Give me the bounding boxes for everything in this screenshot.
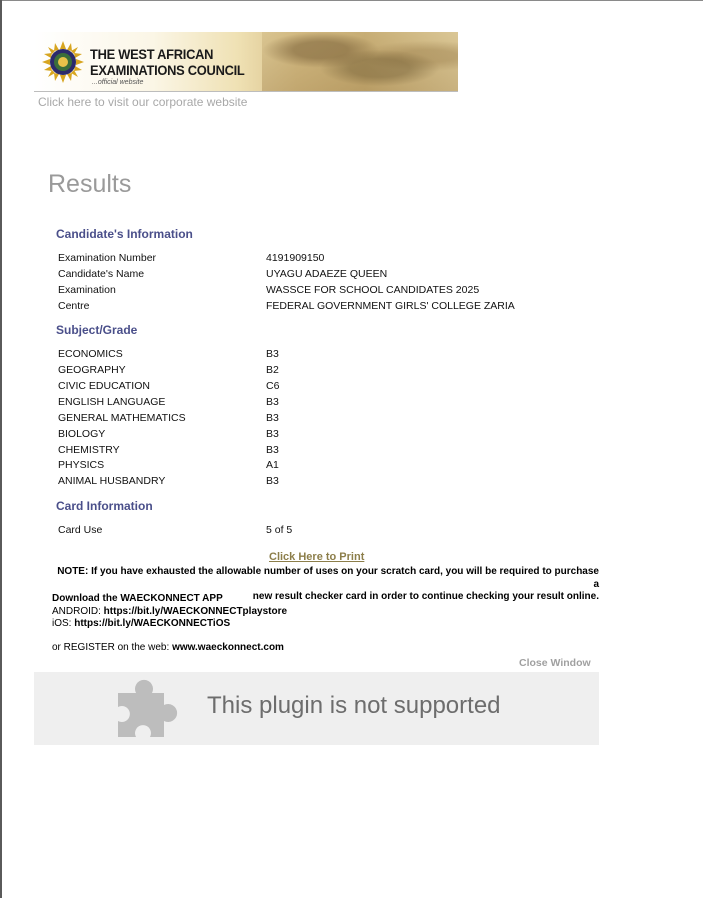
- android-label: ANDROID:: [52, 605, 104, 617]
- subject-name: ANIMAL HUSBANDRY: [58, 475, 166, 487]
- waec-banner[interactable]: [34, 32, 458, 92]
- subject-name: CHEMISTRY: [58, 444, 120, 456]
- subject-grade: B3: [266, 348, 279, 360]
- ios-label: iOS:: [52, 618, 75, 629]
- subject-name: GEOGRAPHY: [58, 364, 126, 376]
- subject-grade: B3: [266, 396, 279, 408]
- row-value: UYAGU ADAEZE QUEEN: [266, 268, 388, 280]
- subject-grade: C6: [266, 380, 280, 392]
- subject-name: PHYSICS: [58, 459, 105, 471]
- row-label: Centre: [58, 300, 90, 312]
- app-download-heading: Download the WAECKONNECT APP: [52, 593, 223, 604]
- row-label: Examination Number: [58, 252, 157, 264]
- close-window-link[interactable]: Close Window: [519, 657, 591, 669]
- plugin-placeholder: [34, 672, 599, 745]
- subject-name: BIOLOGY: [58, 428, 106, 440]
- app-download-info: [52, 593, 287, 631]
- window-left-border: [0, 0, 2, 898]
- row-value: 5 of 5: [266, 524, 293, 536]
- plugin-message: This plugin is not supported: [207, 692, 501, 719]
- note-line1: [52, 566, 599, 591]
- row-value: FEDERAL GOVERNMENT GIRLS' COLLEGE ZARIA: [266, 300, 515, 312]
- subject-grade: B3: [266, 444, 279, 456]
- banner-title-line1: THE WEST AFRICAN: [90, 46, 214, 62]
- subject-grade: B2: [266, 364, 279, 376]
- candidate-info-heading: Candidate's Information: [56, 227, 193, 241]
- banner-subtitle: ...official website: [92, 79, 144, 86]
- subject-name: GENERAL MATHEMATICS: [58, 412, 186, 424]
- row-value: WASSCE FOR SCHOOL CANDIDATES 2025: [266, 284, 480, 296]
- note-label: NOTE:: [57, 566, 89, 577]
- banner-divider: [34, 91, 458, 92]
- web-register-label: or REGISTER on the web:: [52, 642, 173, 653]
- card-info-heading: Card Information: [56, 499, 153, 513]
- page-title: Results: [48, 170, 132, 198]
- row-label: Card Use: [58, 524, 103, 536]
- note-line1-text: If you have exhausted the allowable number of uses on your scratch card, you will be required to purchase a: [88, 566, 599, 590]
- row-label: Examination: [58, 284, 116, 296]
- subject-name: CIVIC EDUCATION: [58, 380, 150, 392]
- subject-grade: B3: [266, 428, 279, 440]
- subject-grade: A1: [266, 459, 279, 471]
- subject-name: ENGLISH LANGUAGE: [58, 396, 166, 408]
- puzzle-icon: [116, 675, 182, 741]
- window-top-border: [0, 0, 703, 1]
- subject-grade-heading: Subject/Grade: [56, 323, 138, 337]
- banner-title: [90, 46, 245, 78]
- row-label: Candidate's Name: [58, 268, 145, 280]
- subject-grade: B3: [266, 475, 279, 487]
- banner-title-line2: EXAMINATIONS COUNCIL: [90, 62, 245, 78]
- ios-link[interactable]: https://bit.ly/WAECKONNECTiOS: [74, 618, 231, 629]
- note-line2: new result checker card in order to continue checking your result online.: [252, 591, 599, 602]
- web-register: [52, 642, 284, 653]
- print-link[interactable]: Click Here to Print: [269, 551, 365, 563]
- web-register-link[interactable]: www.waeckonnect.com: [172, 642, 284, 653]
- subject-grade: B3: [266, 412, 279, 424]
- row-value: 4191909150: [266, 252, 325, 264]
- banner-photo: [262, 32, 458, 92]
- corporate-website-link[interactable]: Click here to visit our corporate website: [38, 95, 248, 109]
- waec-seal-icon: [42, 41, 84, 83]
- subject-name: ECONOMICS: [58, 348, 123, 360]
- android-link[interactable]: https://bit.ly/WAECKONNECTplaystore: [103, 605, 288, 617]
